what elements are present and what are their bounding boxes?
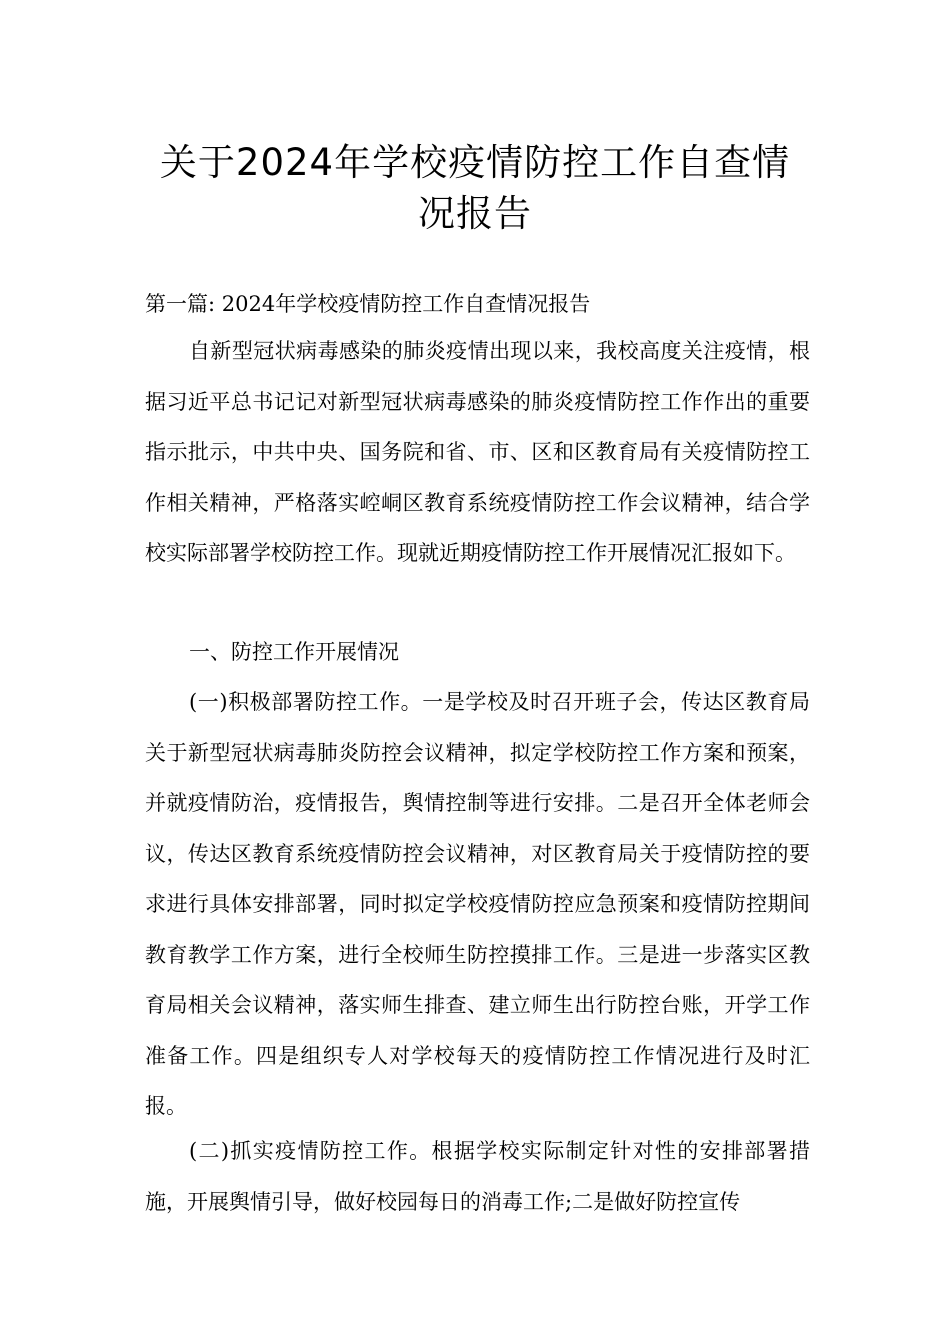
section-heading: 一、防控工作开展情况 (189, 640, 399, 664)
item-paragraph-1: (一)积极部署防控工作。一是学校及时召开班子会，传达区教育局关于新型冠状病毒肺炎防控会议精神，拟定学校防控工作方案和预案，并就疫情防治，疫情报告，舆情控制等进行安排。二是召开全体老师会议，传达区教育系统疫情防控会议精神，对区教育局关于疫情防控的要求进行具体安排部署，同时拟定学校疫情防控应急预案和疫情防控期间教育教学工作方案，进行全校师生防控摸排工作。三是进一步落实区教育局相关会议精神，落实师生排查、建立师生出行防控台账，开学工作准备工作。四是组织专人对学校每天的疫情防控工作情况进行及时汇报。 (145, 690, 810, 1118)
intro-paragraph: 自新型冠状病毒感染的肺炎疫情出现以来，我校高度关注疫情，根据习近平总书记记对新型冠状病毒感染的肺炎疫情防控工作作出的重要指示批示，中共中央、国务院和省、市、区和区教育局有关疫情防控工作相关精神，严格落实崆峒区教育系统疫情防控工作会议精神，结合学校实际部署学校防控工作。现就近期疫情防控工作开展情况汇报如下。 (145, 339, 810, 565)
item-paragraph-2: (二)抓实疫情防控工作。根据学校实际制定针对性的安排部署措施，开展舆情引导，做好校园每日的消毒工作;二是做好防控宣传 (145, 1139, 810, 1214)
document-subtitle: 第一篇: 2024年学校疫情防控工作自查情况报告 (145, 292, 591, 316)
document-title-line-2: 况报告 (418, 192, 532, 235)
document-title-line-1: 关于2024年学校疫情防控工作自查情 (159, 141, 791, 184)
